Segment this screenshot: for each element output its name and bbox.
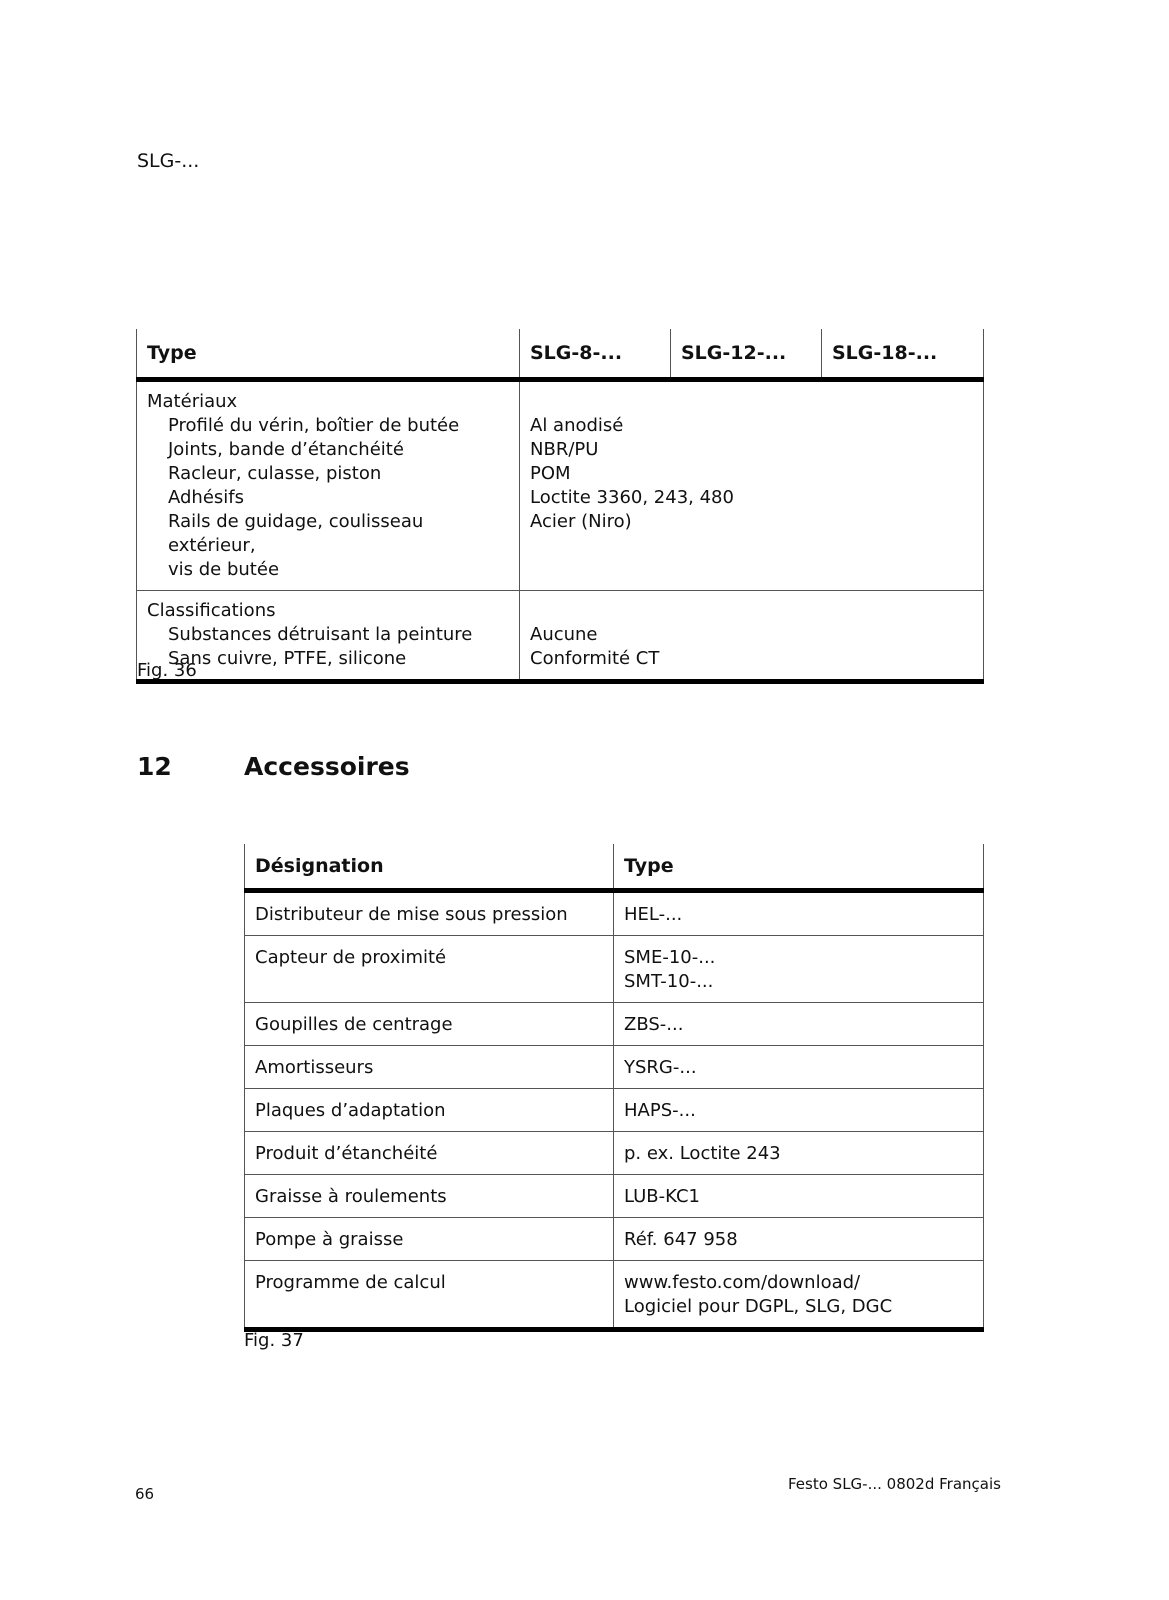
column-header-designation: Désignation: [245, 844, 614, 891]
type-cell: [614, 1261, 984, 1330]
classifications-value-cell: [520, 591, 984, 682]
accessories-table: [244, 844, 984, 1332]
page-number: 66: [135, 1485, 155, 1503]
table-header-row: [137, 329, 984, 380]
type-value: p. ex. Loctite 243: [624, 1143, 781, 1164]
row-label: Sans cuivre, PTFE, silicone: [168, 648, 407, 669]
type-cell: [614, 1175, 984, 1218]
type-value: Réf. 647 958: [624, 1229, 738, 1250]
designation-cell: Goupilles de centrage: [245, 1003, 614, 1046]
type-value: HAPS-...: [624, 1100, 696, 1121]
section-number: 12: [137, 752, 172, 781]
table-row: [245, 1089, 984, 1132]
type-value: HEL-...: [624, 904, 683, 925]
section-title: Accessoires: [244, 752, 410, 781]
designation-cell: Graisse à roulements: [245, 1175, 614, 1218]
type-cell: [614, 1046, 984, 1089]
column-header-type: Type: [614, 844, 984, 891]
row-label: Adhésifs: [168, 487, 244, 508]
table-row: [245, 1218, 984, 1261]
type-value: ZBS-...: [624, 1014, 684, 1035]
row-value: POM: [530, 463, 571, 484]
table-row: [245, 1175, 984, 1218]
type-value: www.festo.com/download/: [624, 1272, 861, 1293]
type-cell: [614, 936, 984, 1003]
designation-cell: Programme de calcul: [245, 1261, 614, 1330]
row-value: NBR/PU: [530, 439, 599, 460]
table-row: [245, 1261, 984, 1330]
row-label: Racleur, culasse, piston: [168, 463, 382, 484]
table-row: [245, 1132, 984, 1175]
type-cell: [614, 1132, 984, 1175]
row-value: Conformité CT: [530, 648, 660, 669]
row-label: Joints, bande d’étanchéité: [168, 439, 404, 460]
type-cell: [614, 891, 984, 936]
row-value: Aucune: [530, 624, 598, 645]
running-header: SLG-...: [137, 150, 200, 172]
table-row: [245, 891, 984, 936]
table-row: [245, 1003, 984, 1046]
materials-table: [136, 329, 984, 684]
row-label: Profilé du vérin, boîtier de butée: [168, 415, 460, 436]
group-title: Matériaux: [147, 391, 238, 412]
row-label: vis de butée: [168, 559, 280, 580]
type-cell: [614, 1089, 984, 1132]
type-value: YSRG-...: [624, 1057, 697, 1078]
row-label: Rails de guidage, coulisseau extérieur,: [168, 511, 424, 556]
figure-caption: Fig. 37: [244, 1330, 304, 1351]
row-label: Substances détruisant la peinture: [168, 624, 473, 645]
designation-cell: Distributeur de mise sous pression: [245, 891, 614, 936]
row-value: Acier (Niro): [530, 511, 632, 532]
table-header-row: [245, 844, 984, 891]
column-header-slg12: SLG-12-...: [671, 329, 822, 380]
designation-cell: Amortisseurs: [245, 1046, 614, 1089]
figure-caption: Fig. 36: [137, 660, 197, 681]
designation-cell: Produit d’étanchéité: [245, 1132, 614, 1175]
column-header-slg18: SLG-18-...: [822, 329, 984, 380]
row-value: Al anodisé: [530, 415, 624, 436]
type-value: SME-10-...: [624, 947, 716, 968]
document-reference: Festo SLG-... 0802d Français: [788, 1475, 1001, 1493]
designation-cell: Plaques d’adaptation: [245, 1089, 614, 1132]
table-row-classifications: [137, 591, 984, 682]
row-value: Loctite 3360, 243, 480: [530, 487, 734, 508]
designation-cell: Capteur de proximité: [245, 936, 614, 1003]
group-title: Classifications: [147, 600, 276, 621]
table-row: [245, 936, 984, 1003]
type-cell: [614, 1003, 984, 1046]
column-header-type: Type: [137, 329, 520, 380]
column-header-slg8: SLG-8-...: [520, 329, 671, 380]
table-row-materials: [137, 380, 984, 591]
materials-value-cell: [520, 380, 984, 591]
table-row: [245, 1046, 984, 1089]
type-value: SMT-10-...: [624, 971, 714, 992]
type-value: LUB-KC1: [624, 1186, 700, 1207]
type-cell: [614, 1218, 984, 1261]
designation-cell: Pompe à graisse: [245, 1218, 614, 1261]
type-value: Logiciel pour DGPL, SLG, DGC: [624, 1296, 893, 1317]
materials-label-cell: [137, 380, 520, 591]
